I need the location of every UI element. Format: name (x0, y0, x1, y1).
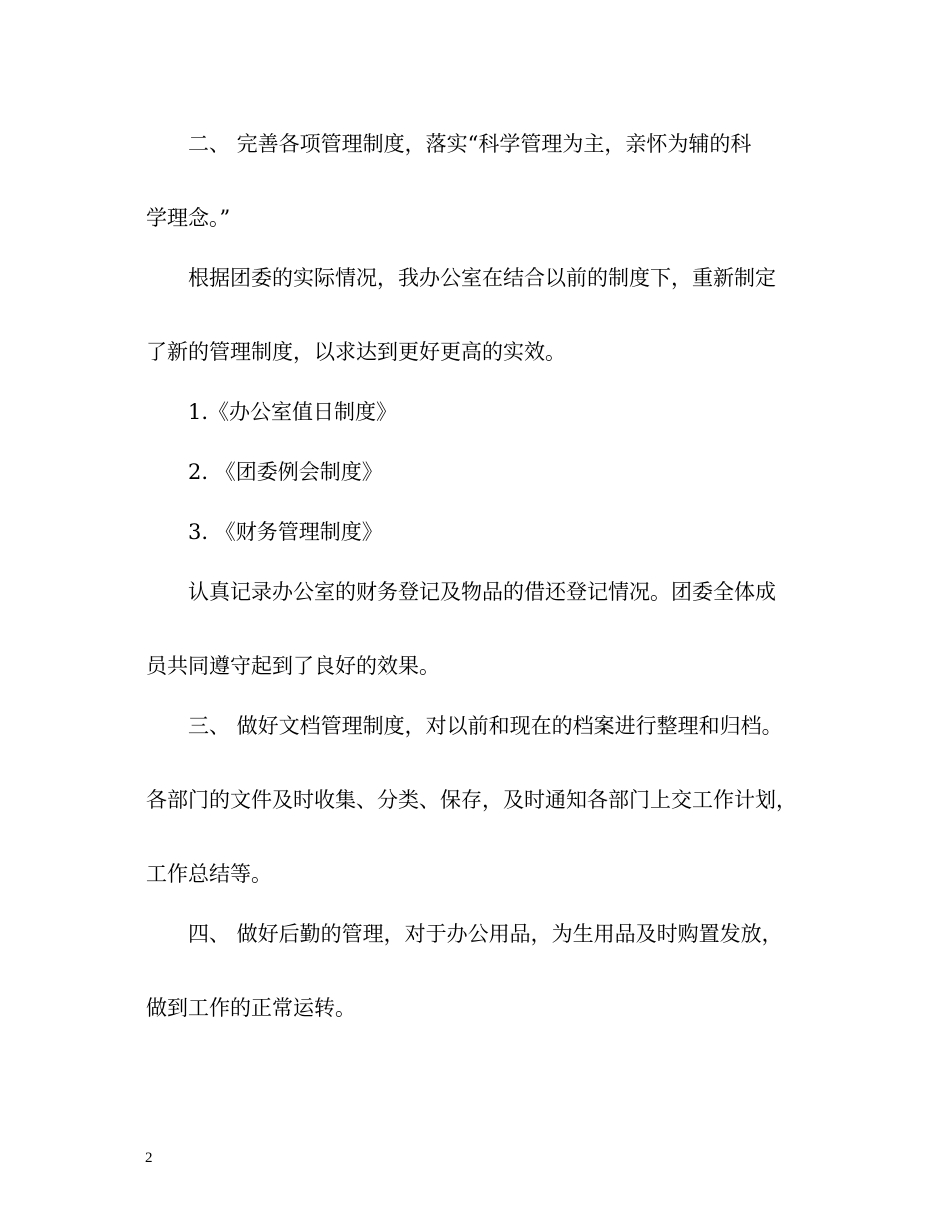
paragraph-line: 员共同遵守起到了良好的效果。 (146, 654, 440, 678)
paragraph-line: 认真记录办公室的财务登记及物品的借还登记情况。团委全体成 (188, 580, 776, 604)
section-two-heading-line-2: 学理念。” (146, 206, 231, 230)
list-item-finance-system: 3. 《财务管理制度》 (188, 520, 383, 544)
paragraph-line: 根据团委的实际情况，我办公室在结合以前的制度下，重新制定 (188, 266, 776, 290)
section-four-line-1: 四、 做好后勤的管理，对于办公用品，为生用品及时购置发放， (188, 922, 783, 946)
section-three-line-1: 三、 做好文档管理制度，对以前和现在的档案进行整理和归档。 (188, 714, 783, 738)
paragraph-line: 了新的管理制度，以求达到更好更高的实效。 (146, 340, 566, 364)
section-three-line-3: 工作总结等。 (146, 862, 272, 886)
section-three-line-2: 各部门的文件及时收集、分类、保存，及时通知各部门上交工作计划， (146, 788, 797, 812)
section-two-heading-line-1: 二、 完善各项管理制度，落实“科学管理为主，亲怀为辅的科 (188, 132, 752, 156)
list-item-duty-system: 1.《办公室值日制度》 (188, 400, 398, 424)
list-item-meeting-system: 2. 《团委例会制度》 (188, 460, 383, 484)
section-four-line-2: 做到工作的正常运转。 (146, 996, 356, 1020)
page-number: 2 (145, 1150, 153, 1166)
